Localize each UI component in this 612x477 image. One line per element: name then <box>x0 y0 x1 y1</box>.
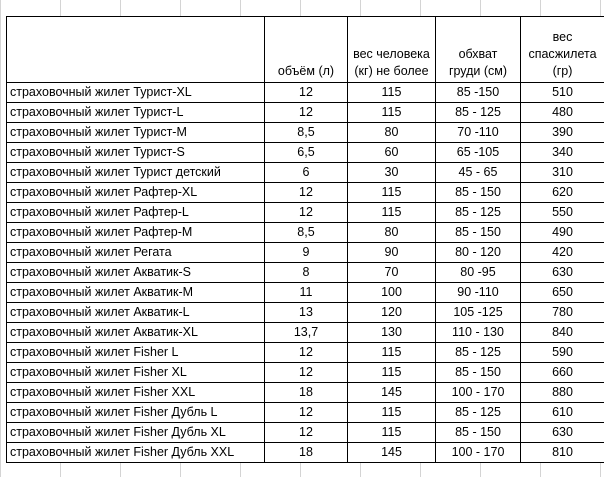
vest-weight-cell[interactable]: 340 <box>521 143 605 163</box>
table-row <box>7 363 605 383</box>
table-row <box>7 303 605 323</box>
chest-size-cell[interactable]: 80 - 120 <box>436 243 521 263</box>
volume-cell[interactable]: 6 <box>265 163 348 183</box>
header-line: (гр) <box>552 64 573 78</box>
header-line: обхват <box>458 47 498 61</box>
vest-weight-cell[interactable]: 630 <box>521 263 605 283</box>
max-weight-cell[interactable]: 115 <box>348 363 436 383</box>
product-name-cell[interactable]: страховочный жилет Регата <box>7 243 265 263</box>
vest-weight-cell[interactable]: 390 <box>521 123 605 143</box>
table-row <box>7 183 605 203</box>
vest-weight-cell[interactable]: 480 <box>521 103 605 123</box>
chest-size-cell[interactable]: 85 - 125 <box>436 203 521 223</box>
volume-cell[interactable]: 13 <box>265 303 348 323</box>
volume-cell[interactable]: 8 <box>265 263 348 283</box>
table-row <box>7 383 605 403</box>
product-name-cell[interactable]: страховочный жилет Турист-М <box>7 123 265 143</box>
volume-cell[interactable]: 9 <box>265 243 348 263</box>
header-line: вес <box>552 30 573 44</box>
product-name-cell[interactable]: страховочный жилет Акватик-S <box>7 263 265 283</box>
header-line: (кг) не более <box>354 64 429 78</box>
max-weight-cell[interactable]: 80 <box>348 123 436 143</box>
vest-weight-cell[interactable]: 810 <box>521 443 605 463</box>
volume-cell[interactable]: 13,7 <box>265 323 348 343</box>
product-name-cell[interactable]: страховочный жилет Рафтер-М <box>7 223 265 243</box>
product-name-cell[interactable]: страховочный жилет Fisher Дубль XXL <box>7 443 265 463</box>
volume-cell[interactable]: 6,5 <box>265 143 348 163</box>
table-body <box>7 83 605 463</box>
header-line: объём (л) <box>277 64 335 78</box>
header-line: вес человека <box>353 47 430 61</box>
chest-size-cell[interactable]: 85 -150 <box>436 83 521 103</box>
max-weight-cell[interactable]: 145 <box>348 383 436 403</box>
max-weight-cell[interactable]: 30 <box>348 163 436 183</box>
life-vest-table <box>6 16 605 463</box>
volume-cell[interactable]: 12 <box>265 103 348 123</box>
vest-weight-cell[interactable]: 840 <box>521 323 605 343</box>
header-line: спасжилета <box>528 47 597 61</box>
header-row <box>7 17 605 83</box>
volume-cell[interactable]: 12 <box>265 183 348 203</box>
chest-size-cell[interactable]: 110 - 130 <box>436 323 521 343</box>
product-name-cell[interactable]: страховочный жилет Турист-XL <box>7 83 265 103</box>
volume-cell[interactable]: 8,5 <box>265 123 348 143</box>
product-name-cell[interactable]: страховочный жилет Акватик-М <box>7 283 265 303</box>
volume-cell[interactable]: 12 <box>265 403 348 423</box>
product-name-cell[interactable]: страховочный жилет Рафтер-L <box>7 203 265 223</box>
table-row <box>7 203 605 223</box>
volume-cell[interactable]: 11 <box>265 283 348 303</box>
product-name-cell[interactable]: страховочный жилет Акватик-XL <box>7 323 265 343</box>
chest-size-cell[interactable]: 85 - 125 <box>436 343 521 363</box>
vest-weight-cell[interactable]: 620 <box>521 183 605 203</box>
chest-size-cell[interactable]: 105 -125 <box>436 303 521 323</box>
vest-weight-cell[interactable]: 780 <box>521 303 605 323</box>
chest-size-cell[interactable]: 70 -110 <box>436 123 521 143</box>
header-volume[interactable] <box>265 17 348 83</box>
vest-weight-cell[interactable]: 420 <box>521 243 605 263</box>
volume-cell[interactable]: 18 <box>265 443 348 463</box>
header-chest[interactable] <box>436 17 521 83</box>
chest-size-cell[interactable]: 85 - 125 <box>436 103 521 123</box>
product-name-cell[interactable]: страховочный жилет Рафтер-XL <box>7 183 265 203</box>
vest-weight-cell[interactable]: 610 <box>521 403 605 423</box>
max-weight-cell[interactable]: 115 <box>348 343 436 363</box>
product-name-cell[interactable]: страховочный жилет Турист детский <box>7 163 265 183</box>
sheet-edge <box>604 0 612 477</box>
max-weight-cell[interactable]: 90 <box>348 243 436 263</box>
chest-size-cell[interactable]: 85 - 150 <box>436 363 521 383</box>
product-name-cell[interactable]: страховочный жилет Fisher Дубль L <box>7 403 265 423</box>
table-row <box>7 123 605 143</box>
table-row <box>7 243 605 263</box>
vest-weight-cell[interactable]: 630 <box>521 423 605 443</box>
vest-weight-cell[interactable]: 490 <box>521 223 605 243</box>
vest-weight-cell[interactable]: 650 <box>521 283 605 303</box>
volume-cell[interactable]: 18 <box>265 383 348 403</box>
header-line: груди (см) <box>448 64 508 78</box>
vest-weight-cell[interactable]: 310 <box>521 163 605 183</box>
max-weight-cell[interactable]: 115 <box>348 203 436 223</box>
max-weight-cell[interactable]: 100 <box>348 283 436 303</box>
max-weight-cell[interactable]: 115 <box>348 423 436 443</box>
header-vest-weight[interactable] <box>521 17 605 83</box>
vest-weight-cell[interactable]: 590 <box>521 343 605 363</box>
max-weight-cell[interactable]: 115 <box>348 103 436 123</box>
product-name-cell[interactable]: страховочный жилет Турист-L <box>7 103 265 123</box>
volume-cell[interactable]: 8,5 <box>265 223 348 243</box>
max-weight-cell[interactable]: 70 <box>348 263 436 283</box>
product-name-cell[interactable]: страховочный жилет Fisher L <box>7 343 265 363</box>
product-name-cell[interactable]: страховочный жилет Акватик-L <box>7 303 265 323</box>
volume-cell[interactable]: 12 <box>265 203 348 223</box>
max-weight-cell[interactable]: 145 <box>348 443 436 463</box>
chest-size-cell[interactable]: 85 - 150 <box>436 183 521 203</box>
max-weight-cell[interactable]: 80 <box>348 223 436 243</box>
max-weight-cell[interactable]: 130 <box>348 323 436 343</box>
max-weight-cell[interactable]: 60 <box>348 143 436 163</box>
vest-weight-cell[interactable]: 660 <box>521 363 605 383</box>
chest-size-cell[interactable]: 80 -95 <box>436 263 521 283</box>
chest-size-cell[interactable]: 100 - 170 <box>436 443 521 463</box>
table-row <box>7 103 605 123</box>
vest-weight-cell[interactable]: 510 <box>521 83 605 103</box>
product-name-cell[interactable]: страховочный жилет Fisher XL <box>7 363 265 383</box>
table-row <box>7 323 605 343</box>
table-row <box>7 163 605 183</box>
chest-size-cell[interactable]: 100 - 170 <box>436 383 521 403</box>
header-weight[interactable] <box>348 17 436 83</box>
table-row <box>7 143 605 163</box>
vest-weight-cell[interactable]: 550 <box>521 203 605 223</box>
table-row <box>7 343 605 363</box>
table-row <box>7 263 605 283</box>
chest-size-cell[interactable]: 45 - 65 <box>436 163 521 183</box>
max-weight-cell[interactable]: 115 <box>348 403 436 423</box>
product-name-cell[interactable]: страховочный жилет Fisher Дубль XL <box>7 423 265 443</box>
max-weight-cell[interactable]: 120 <box>348 303 436 323</box>
chest-size-cell[interactable]: 65 -105 <box>436 143 521 163</box>
max-weight-cell[interactable]: 115 <box>348 83 436 103</box>
max-weight-cell[interactable]: 115 <box>348 183 436 203</box>
volume-cell[interactable]: 12 <box>265 423 348 443</box>
chest-size-cell[interactable]: 85 - 150 <box>436 223 521 243</box>
vest-weight-cell[interactable]: 880 <box>521 383 605 403</box>
table-row <box>7 423 605 443</box>
table-row <box>7 83 605 103</box>
chest-size-cell[interactable]: 90 -110 <box>436 283 521 303</box>
volume-cell[interactable]: 12 <box>265 83 348 103</box>
chest-size-cell[interactable]: 85 - 150 <box>436 423 521 443</box>
header-name[interactable] <box>7 17 265 83</box>
table-row <box>7 223 605 243</box>
volume-cell[interactable]: 12 <box>265 343 348 363</box>
table-row <box>7 443 605 463</box>
product-name-cell[interactable]: страховочный жилет Турист-S <box>7 143 265 163</box>
chest-size-cell[interactable]: 85 - 125 <box>436 403 521 423</box>
table-row <box>7 283 605 303</box>
table-row <box>7 403 605 423</box>
volume-cell[interactable]: 12 <box>265 363 348 383</box>
product-name-cell[interactable]: страховочный жилет Fisher XXL <box>7 383 265 403</box>
